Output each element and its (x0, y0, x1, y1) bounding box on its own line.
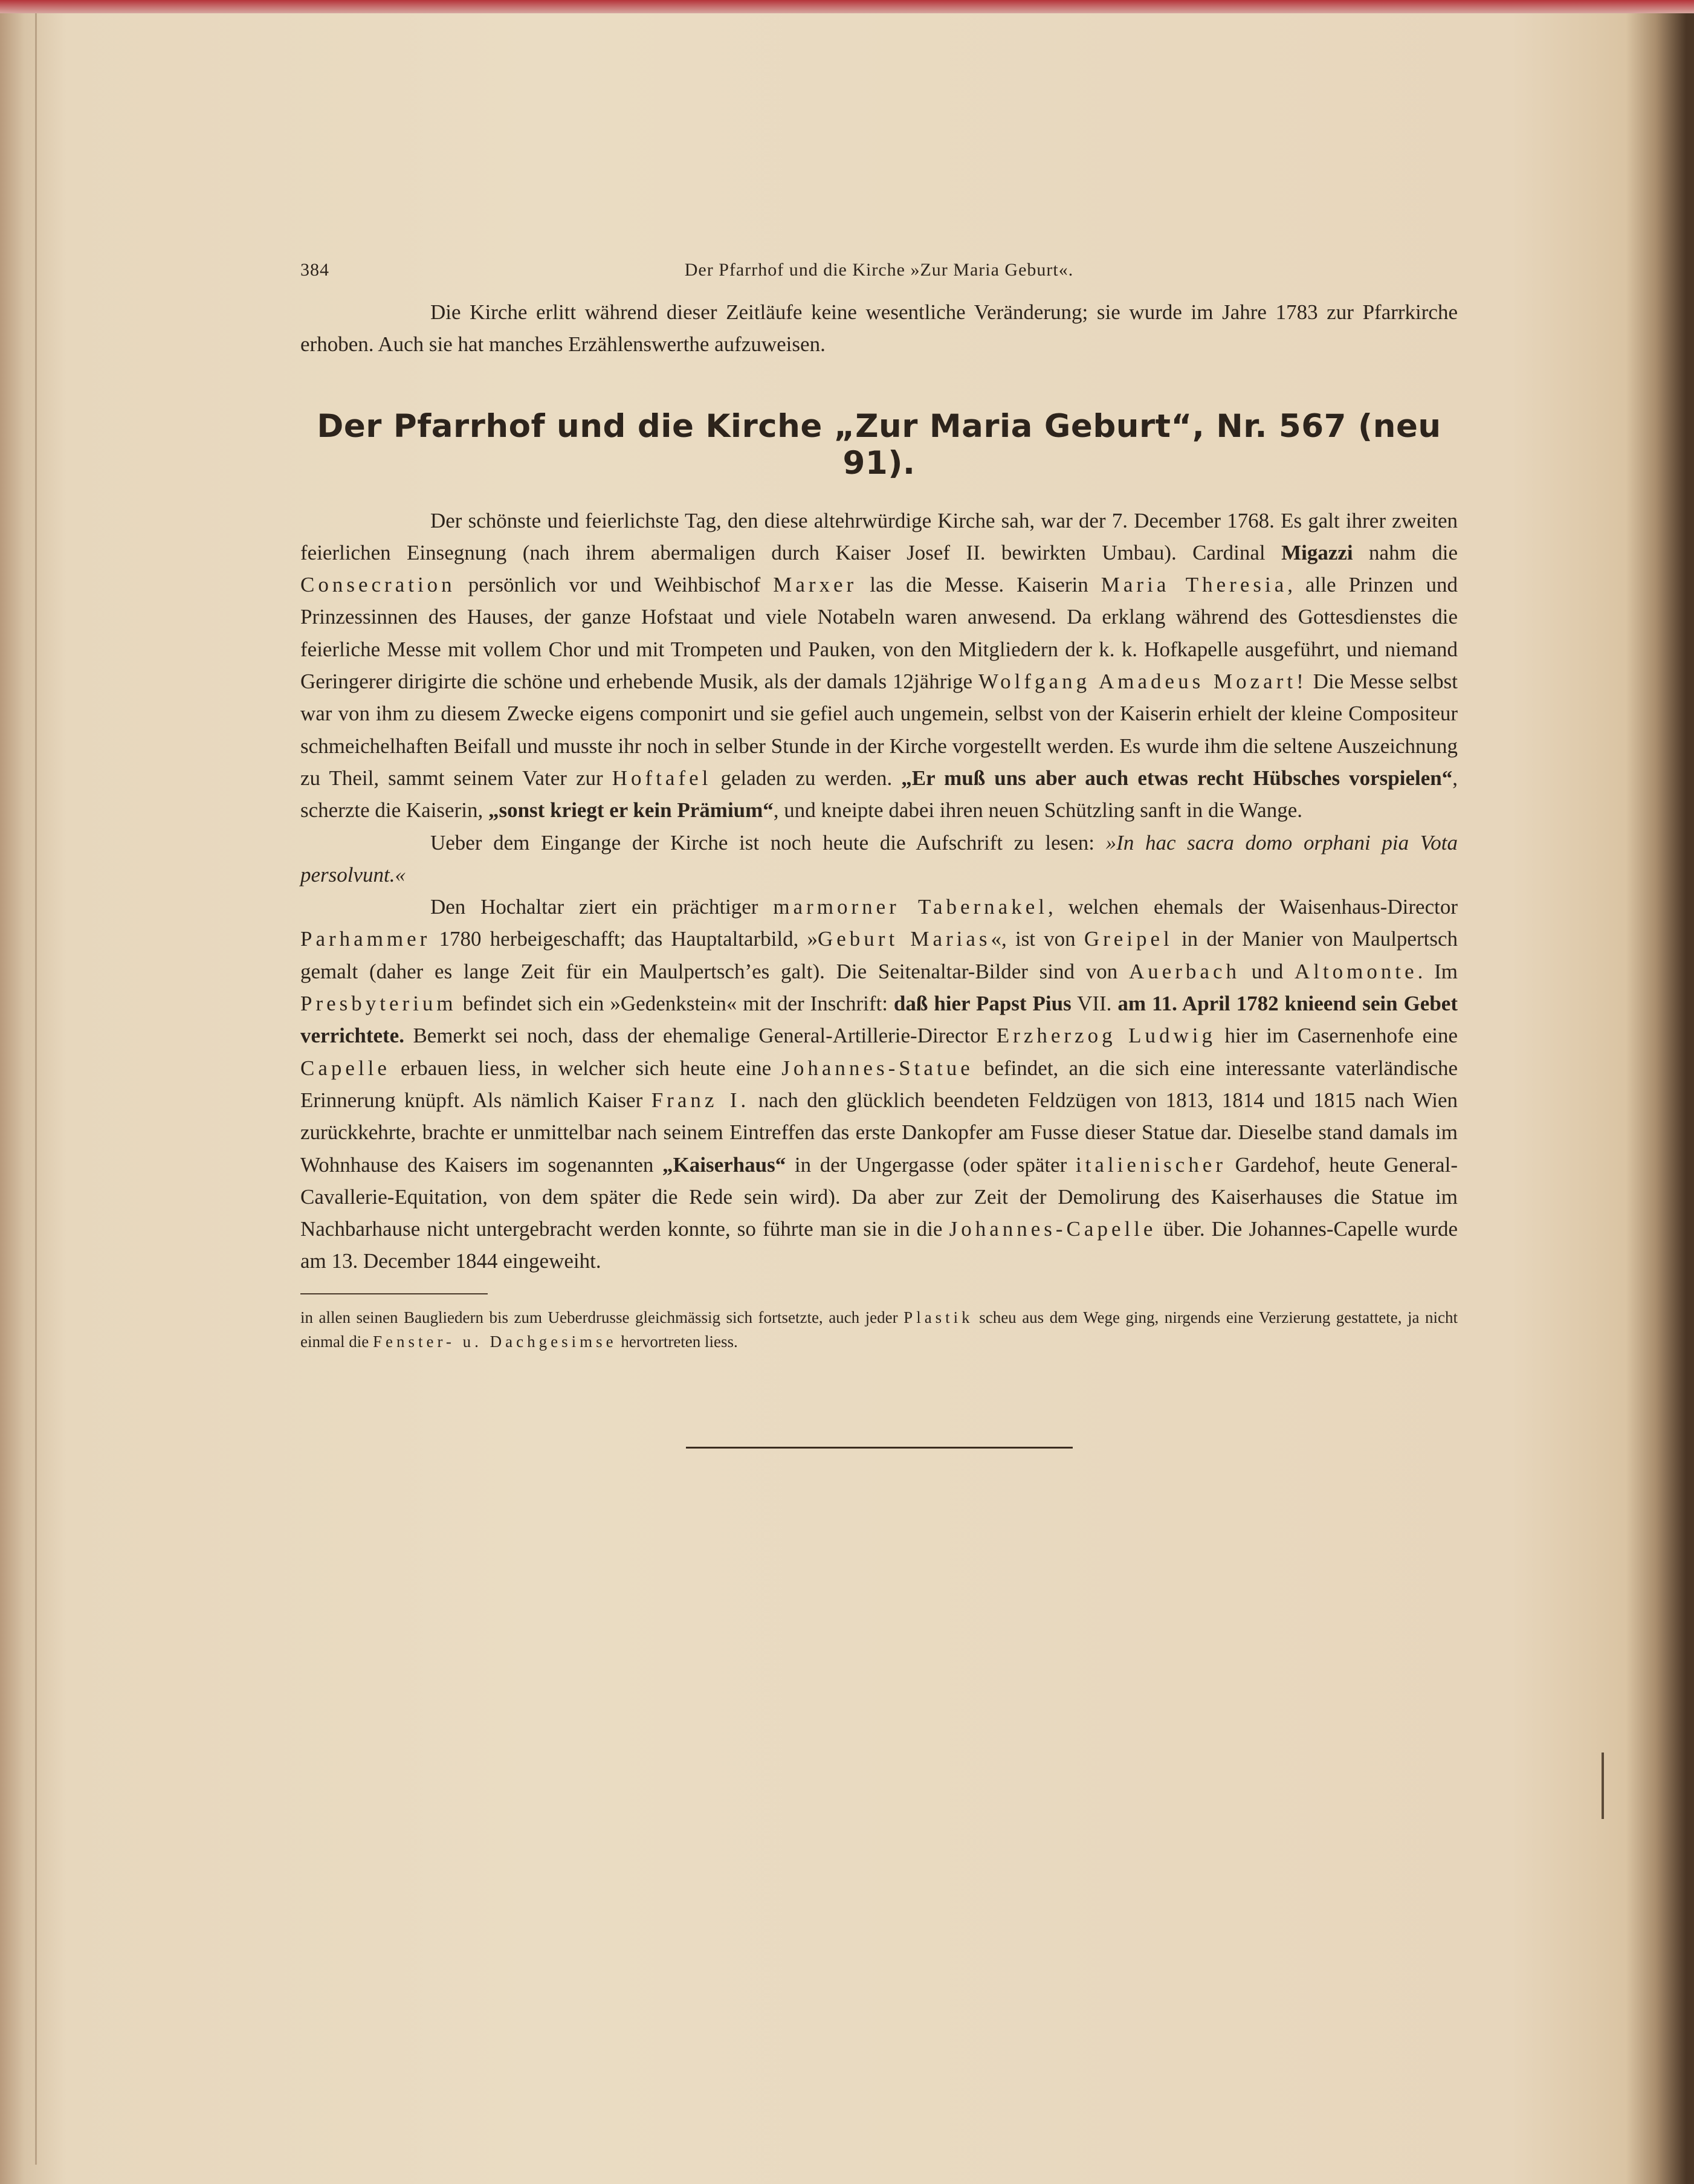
text-run: Den Hochaltar ziert ein prächtiger (430, 895, 774, 919)
text-run: befindet sich ein »Gedenkstein« mit der Inschrift: (456, 992, 894, 1016)
memorial-inscription-2: am 11. April 1782 knieend sein Gebet verrichtete. (300, 992, 1458, 1048)
text-run: Die Messe selbst war von ihm zu diesem Zwecke eigens componirt und sie gefiel auch ungemein, selbst von der Kaiserin erhielt der kleine Compositeur schmeichelhaften Beifall und musste ihr noch in selber Stunde in der Kirche vorgestellt werden. Es wurde ihm die seltene Auszeichnung zu Theil, sammt seinem Vater zur (300, 670, 1458, 790)
running-header (300, 260, 1458, 296)
name-maria-theresia: Maria Theresia (1101, 573, 1288, 597)
text-run: in der Ungergasse (oder später (786, 1152, 1076, 1177)
text-run: geladen zu werden. (711, 766, 902, 790)
running-title: Der Pfarrhof und die Kirche »Zur Maria Geburt«. (684, 260, 1074, 280)
name-greipel: Greipel (1084, 927, 1173, 951)
intro-paragraph: Die Kirche erlitt während dieser Zeitläufe keine wesentliche Veränderung; sie wurde im Jahre 1783 zur Pfarrkirche erhoben. Auch sie hat manches Erzählenswerthe aufzuweisen. (300, 300, 1458, 357)
page-gutter-line (35, 13, 37, 2165)
quote-empress-1: „Er muß uns aber auch etwas recht Hübsches vorspielen“ (901, 766, 1453, 790)
name-migazzi: Migazzi (1281, 540, 1353, 564)
footnote-rule (300, 1293, 488, 1294)
text-run: , scherzte die Kaiserin, (300, 766, 1458, 822)
text-run: erbauen liess, in welcher sich heute eine (390, 1056, 782, 1080)
name-erzherzog-ludwig: Erzherzog Ludwig (996, 1024, 1216, 1048)
memorial-inscription-1: daß hier Papst Pius (893, 992, 1072, 1016)
name-marxer: Marxer (773, 573, 858, 597)
text-run: «, ist von (991, 927, 1084, 951)
name-auerbach: Auerbach (1128, 959, 1240, 983)
text-run: Der schönste und feierlichste Tag, den diese altehrwürdige Kirche sah, war der 7. December 1768. Es galt ihrer zweiten feierlichen Einsegnung (nach ihrem abermaligen durch Kaiser Josef II. bewirkten Umbau). Cardinal (300, 508, 1458, 564)
term-johannes-capelle: Johannes-Capelle (949, 1217, 1157, 1241)
term-kaiserhaus: „Kaiserhaus“ (662, 1152, 786, 1177)
text-run: Ueber dem Eingange der Kirche ist noch heute die Aufschrift zu lesen: (430, 830, 1106, 855)
text-run: über. Die Johannes-Capelle wurde am 13. December 1844 eingeweiht. (300, 1217, 1458, 1273)
text-run: in allen seinen Baugliedern bis zum Ueberdrusse gleichmässig sich fortsetzte, auch jeder (300, 1308, 904, 1326)
term-consecration: Consecration (300, 573, 456, 597)
term-tabernakel: marmorner Tabernakel (773, 895, 1048, 919)
text-run: Gardehof, heute General-Cavallerie-Equitation, von dem später die Rede sein wird). Da aber zur Zeit der Demolirung des Kaiserhauses die Statue im Nachbarhause nicht untergebracht werden konnte, so führte man sie in die (300, 1152, 1458, 1241)
latin-inscription: »In hac sacra domo orphani pia Vota persolvunt.« (300, 830, 1458, 887)
end-rule (686, 1447, 1073, 1449)
text-run: nach den glücklich beendeten Feldzügen von 1813, 1814 und 1815 nach Wien zurückkehrte, brachte er unmittelbar nach seinem Eintreffen das erste Dankopfer am Fusse dieser Statue dar. Dieselbe stand damals im Wohnhause des Kaisers im sogenannten (300, 1088, 1458, 1177)
text-run: , welchen ehemals der Waisenhaus-Director (1047, 895, 1458, 919)
paragraph-mass (300, 505, 1458, 827)
text-run: nahm die (1353, 540, 1458, 564)
text-run: befindet, an die sich eine interessante vaterländische Erinnerung knüpft. Als nämlich Kaiser (300, 1056, 1458, 1112)
term-capelle: Capelle (300, 1056, 390, 1080)
term-plastik: Plastik (904, 1308, 974, 1326)
text-run: Bemerkt sei noch, dass der ehemalige General-Artillerie-Director (404, 1024, 997, 1048)
text-run: in der Manier von Maulpertsch gemalt (daher es lange Zeit für ein Maulpertsch’es galt). Die Seitenaltar-Bilder sind von (300, 927, 1458, 983)
margin-mark (1602, 1753, 1604, 1819)
paragraph-inscription (300, 827, 1458, 891)
term-gesimse: Fenster- u. Dachgesimse (372, 1332, 617, 1351)
text-run: . Im (1417, 959, 1458, 983)
term-presbyterium: Presbyterium (300, 992, 457, 1016)
paragraph-altar (300, 891, 1458, 1278)
text-run: hier im Casernenhofe eine (1215, 1024, 1458, 1048)
text-run: hervortreten liess. (616, 1332, 738, 1351)
book-top-edge (0, 0, 1694, 13)
text-run: , und kneipte dabei ihren neuen Schützling sanft in die Wange. (773, 798, 1302, 822)
text-run: VII. (1071, 992, 1118, 1016)
text-run: scheu aus dem Wege ging, nirgends eine Verzierung gestattete, ja nicht einmal die (300, 1308, 1458, 1351)
name-mozart: Wolfgang Amadeus Mozart! (978, 670, 1307, 694)
term-hoftafel: Hoftafel (612, 766, 712, 790)
term-johannes-statue: Johannes-Statue (781, 1056, 974, 1080)
text-run: persönlich vor und Weihbischof (455, 573, 774, 597)
text-run: , alle Prinzen und Prinzessinnen des Hauses, der ganze Hofstaat und viele Notabeln waren anwesend. Da erklang während des Gottesdienstes die feierliche Messe mit vollem Chor und mit Trompeten und Pauken, von den Mitgliedern der k. k. Hofkapelle ausgeführt, und niemand Geringerer dirigirte die schöne und erhebende Musik, als der damals 12jährige (300, 573, 1458, 694)
text-run: las die Messe. Kaiserin (857, 573, 1101, 597)
name-altomonte: Altomonte (1294, 959, 1418, 983)
quote-empress-2: „sonst kriegt er kein Prämium“ (488, 798, 774, 822)
name-franz-i: Franz I. (651, 1088, 750, 1112)
text-run: und (1240, 959, 1295, 983)
term-italienischer: italienischer (1075, 1152, 1226, 1177)
page-number: 384 (300, 260, 329, 280)
text-column (300, 260, 1458, 1449)
title-geburt-marias: Geburt Marias (817, 927, 991, 951)
section-title: Der Pfarrhof und die Kirche „Zur Maria Geburt“, Nr. 567 (neu 91). (317, 407, 1441, 482)
name-parhammer: Parhammer (300, 927, 431, 951)
footnote (300, 1305, 1458, 1354)
text-run: 1780 herbeigeschafft; das Hauptaltarbild, » (430, 927, 818, 951)
